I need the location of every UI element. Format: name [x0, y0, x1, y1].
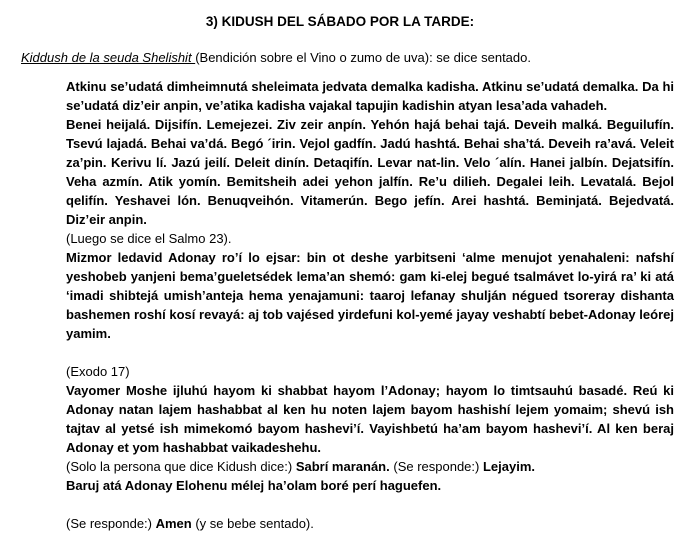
- spacer: [66, 343, 674, 362]
- kiddush-heading-link: Kiddush de la seuda Shelishit: [21, 50, 196, 65]
- spacer: [66, 495, 674, 514]
- kidush-line: [66, 457, 674, 476]
- response-instruction: (Se responde:): [389, 459, 483, 474]
- paragraph-benei-heijala: Benei heijalá. Dijsifín. Lemejezei. Ziv zeir anpín. Yehón hajá behai tajá. Deveih malká. Beguilufín. Tsevú lajadá. Behai va’dá. Begó ´irin. Vejol gadfín. Jadú hashtá. Behai sha’tá. Deveih ra’avá. Veleit za’pin. Kerivu lí. Jazú jeilí. Deleit dinín. Detaqifín. Levar nat-lin. Velo ´alín. Hanei jalbín. Dejatsifín. Veha azmín. Atik yomín. Bemitsheih adei yehon jalfín. Re’u dilieh. Degalei leih. Levatalá. Bejol qelifín. Yeshavei lón. Benuqveihón. Vitamerún. Bego jefín. Arei hashtá. Beminjatá. Bejedvatá. Diz’eir anpin.: [66, 117, 674, 227]
- prayer-body: [66, 77, 674, 533]
- lejayim: Lejayim.: [482, 459, 535, 474]
- exodo-note: (Exodo 17): [66, 364, 130, 379]
- intro-description: (Bendición sobre el Vino o zumo de uva): se dice sentado.: [195, 50, 531, 65]
- amen-closing: (y se bebe sentado).: [191, 516, 314, 531]
- kidush-instruction: (Solo la persona que dice Kidush dice:): [66, 459, 296, 474]
- psalm-note: (Luego se dice el Salmo 23).: [66, 231, 232, 246]
- blessing-baruj: Baruj atá Adonay Elohenu mélej ha’olam boré perí haguefen.: [66, 478, 442, 493]
- intro-line: [21, 48, 671, 67]
- page-title: 3) KIDUSH DEL SÁBADO POR LA TARDE:: [205, 14, 475, 29]
- amen-word: Amen: [155, 516, 192, 531]
- amen-line: [66, 514, 674, 533]
- paragraph-vayomer: Vayomer Moshe ijluhú hayom ki shabbat hayom l’Adonay; hayom lo timtsauhú basadé. Reú ki Adonay natan lajem hashabbat al ken hu noten lajem bayom hashishí lejem yomaim; shevú ish tajtav al yetsé ish mimekomó bayom hashevi’í. Vayishbetú ha’am bayom hashevi’í. Al ken beraj Adonay et yom hashabbat vaikadeshehu.: [66, 383, 674, 455]
- paragraph-atkinu: Atkinu se’udatá dimheimnutá sheleimata jedvata demalka kadisha. Atkinu se’udatá demalka. Da hi se’udatá diz’eir anpin, ve’atika kadisha vajakal tapujin kadishin atyan lesa’ada vahadeh.: [66, 79, 674, 113]
- amen-instruction: (Se responde:): [66, 516, 156, 531]
- sabri-maranan: Sabrí maranán.: [295, 459, 390, 474]
- paragraph-mizmor: Mizmor ledavid Adonay ro’í lo ejsar: bin ot deshe yarbitseni ‘alme menujot yenahaleni: nafshí yeshobeb yanjeni bema’gueletsédek lema’an shemó: gam ki-elej begué tsalmávet lo-yirá ra’ ki atá ‘imadi shibtejá umish’anteja hema yenajamuni: taaroj lefanay shulján négued tsoreray dishanta bashemen roshí kosí revayá: aj tob vajésed yirdefuni kol-yemé jayay veshabtí bebet-Adonay leórej yamim.: [66, 250, 674, 341]
